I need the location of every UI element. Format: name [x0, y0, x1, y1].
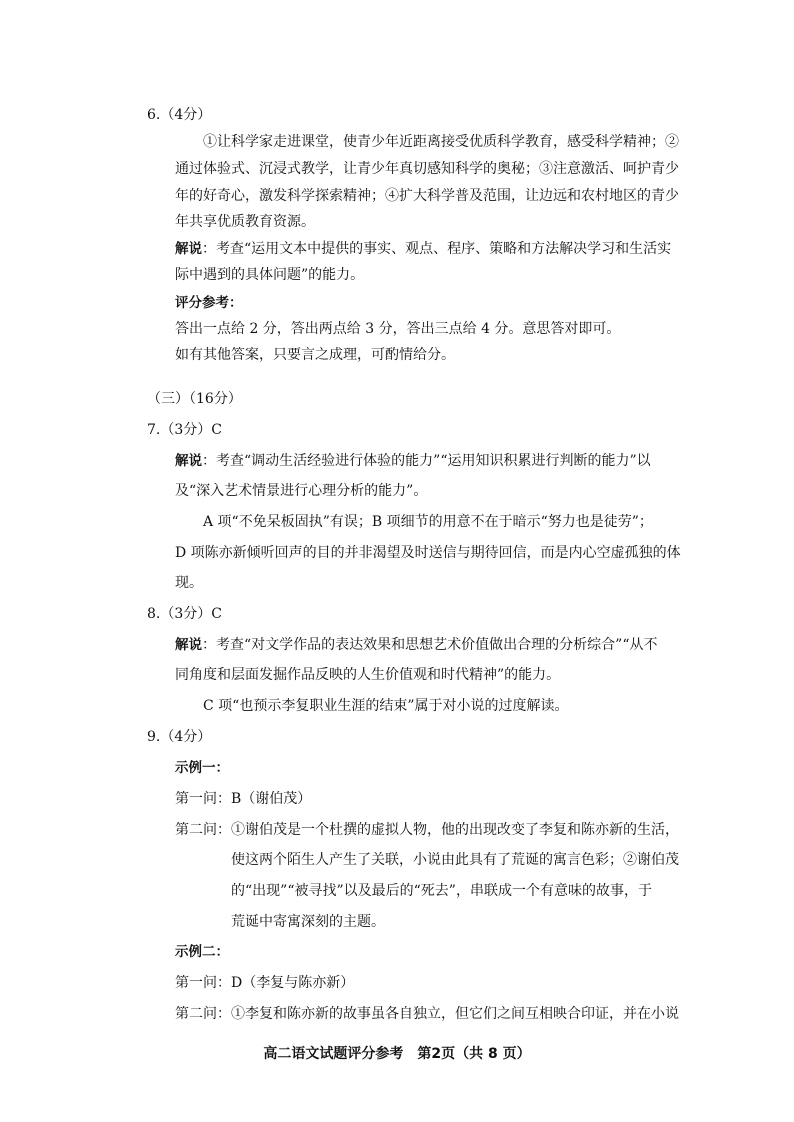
- q6-jieshuo-text-1: ：考查“运用文本中提供的事实、观点、程序、策略和方法解决学习和生活实: [202, 241, 672, 257]
- q8-jieshuo: [175, 636, 657, 654]
- q6-answer-line-2: 通过体验式、沉浸式教学，让青少年真切感知科学的奥秘；③注意激活、呵护青少: [175, 161, 679, 177]
- q9-example1-q2-line-3: 的“出现”“被寻找”以及最后的“死去”，串联成一个有意味的故事，于: [231, 883, 652, 899]
- q9-header: 9.（4分）: [147, 729, 212, 745]
- jieshuo-label: 解说: [175, 453, 202, 469]
- q6-answer-line-1: ①让科学家走进课堂，使青少年近距离接受优质科学教育，感受科学精神；②: [203, 134, 679, 150]
- q8-header: 8.（3分）C: [147, 606, 222, 622]
- q6-pingfen-label: 评分参考：: [175, 295, 243, 311]
- q9-example1-q2-line-1: ①谢伯茂是一个杜撰的虚拟人物，他的出现改变了李复和陈亦新的生活，: [231, 822, 679, 838]
- q7-detail-line-1: A 项“不免呆板固执”有误；B 项细节的用意不在于暗示“努力也是徒劳”；: [203, 514, 653, 530]
- q7-detail-line-3: 现。: [175, 575, 203, 591]
- q6-jieshuo-text-2: 际中遇到的具体问题”的能力。: [175, 267, 365, 283]
- q6-pingfen-line-2: 如有其他答案，只要言之成理，可酌情给分。: [175, 347, 455, 363]
- q9-example2-label: 示例二：: [175, 944, 229, 960]
- jieshuo-label: 解说: [175, 637, 202, 653]
- q7-jieshuo-text-2: 及“深入艺术情景进行心理分析的能力”。: [175, 483, 428, 499]
- q6-header: 6.（4分）: [147, 107, 212, 123]
- jieshuo-label: 解说: [175, 241, 202, 257]
- q9-example1-q2-line-2: 使这两个陌生人产生了关联，小说由此具有了荒诞的寓言色彩；②谢伯茂: [231, 852, 679, 868]
- q9-example1-q1: 第一问：B（谢伯茂）: [175, 791, 312, 807]
- q8-jieshuo-text-1: ：考查“对文学作品的表达效果和思想艺术价值做出合理的分析综合”“从不: [202, 637, 658, 653]
- q9-example2-q1: 第一问：D（李复与陈亦新）: [175, 975, 355, 991]
- q7-header: 7.（3分）C: [147, 422, 222, 438]
- q6-answer-line-3: 年的好奇心，激发科学探索精神；④扩大科学普及范围，让边远和农村地区的青少: [175, 188, 679, 204]
- q7-jieshuo-text-1: ：考查“调动生活经验进行体验的能力”“运用知识积累进行判断的能力”以: [202, 453, 651, 469]
- section-heading: （三）（16分）: [147, 391, 242, 407]
- q9-example2-q2-prefix: 第二问：: [175, 1006, 231, 1022]
- q8-detail-line: C 项“也预示李复职业生涯的结束”属于对小说的过度解读。: [203, 698, 569, 714]
- page-footer: 高二语文试题评分参考 第2页（共 8 页）: [263, 1046, 531, 1062]
- q7-detail-line-2: D 项陈亦新倾听回声的目的并非渴望及时送信与期待回信，而是内心空虚孤独的体: [175, 545, 681, 561]
- q7-jieshuo: [175, 452, 651, 470]
- q9-example1-label: 示例一：: [175, 760, 229, 776]
- q6-jieshuo: [175, 240, 671, 258]
- q9-example2-q2-line-1: ①李复和陈亦新的故事虽各自独立，但它们之间互相映合印证，并在小说: [231, 1006, 679, 1022]
- q6-pingfen-line-1: 答出一点给 2 分，答出两点给 3 分，答出三点给 4 分。意思答对即可。: [175, 321, 621, 337]
- q6-answer-line-4: 年共享优质教育资源。: [175, 214, 315, 230]
- q9-example1-q2-line-4: 荒诞中寄寓深刻的主题。: [231, 914, 385, 930]
- q8-jieshuo-text-2: 同角度和层面发掘作品反映的人生价值观和时代精神”的能力。: [175, 667, 561, 683]
- q9-example1-q2-prefix: 第二问：: [175, 822, 231, 838]
